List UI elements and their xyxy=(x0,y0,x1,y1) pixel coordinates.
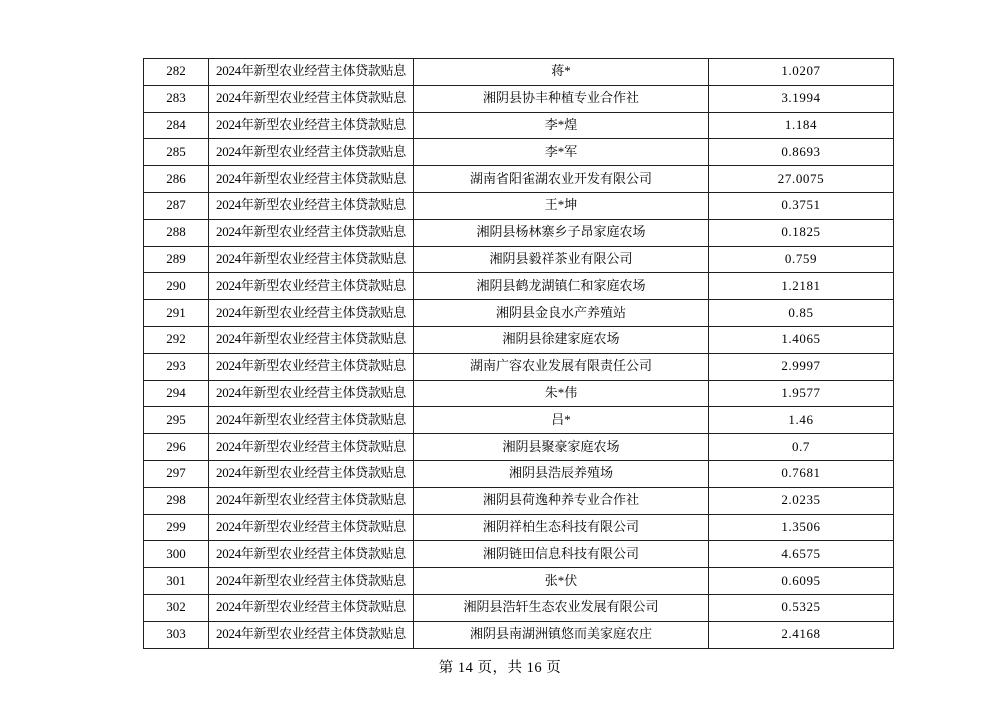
row-name: 张*伏 xyxy=(414,568,709,595)
row-name: 朱*伟 xyxy=(414,380,709,407)
table-row xyxy=(144,434,894,461)
table-row xyxy=(144,246,894,273)
row-type: 2024年新型农业经营主体贷款贴息 xyxy=(209,407,414,434)
row-amount: 1.0207 xyxy=(709,59,894,86)
row-index: 298 xyxy=(144,487,209,514)
row-type: 2024年新型农业经营主体贷款贴息 xyxy=(209,621,414,648)
row-index: 292 xyxy=(144,326,209,353)
row-amount: 0.6095 xyxy=(709,568,894,595)
footer-current-page: 14 xyxy=(457,660,474,676)
row-name: 湘阴县浩轩生态农业发展有限公司 xyxy=(414,594,709,621)
table-row xyxy=(144,166,894,193)
row-amount: 1.2181 xyxy=(709,273,894,300)
row-type: 2024年新型农业经营主体贷款贴息 xyxy=(209,326,414,353)
row-type: 2024年新型农业经营主体贷款贴息 xyxy=(209,541,414,568)
row-amount: 0.85 xyxy=(709,300,894,327)
row-type: 2024年新型农业经营主体贷款贴息 xyxy=(209,85,414,112)
table-row xyxy=(144,59,894,86)
row-name: 湘阴县聚豪家庭农场 xyxy=(414,434,709,461)
table-row xyxy=(144,568,894,595)
table-row xyxy=(144,112,894,139)
row-index: 287 xyxy=(144,192,209,219)
row-name: 湘阴县徐建家庭农场 xyxy=(414,326,709,353)
table-body xyxy=(144,59,894,649)
table-row xyxy=(144,460,894,487)
row-index: 293 xyxy=(144,353,209,380)
row-index: 299 xyxy=(144,514,209,541)
row-name: 湘阴链田信息科技有限公司 xyxy=(414,541,709,568)
row-index: 290 xyxy=(144,273,209,300)
row-name: 李*煌 xyxy=(414,112,709,139)
row-type: 2024年新型农业经营主体贷款贴息 xyxy=(209,192,414,219)
table-row xyxy=(144,353,894,380)
footer-prefix: 第 xyxy=(438,660,454,676)
row-amount: 0.3751 xyxy=(709,192,894,219)
table-row xyxy=(144,380,894,407)
row-type: 2024年新型农业经营主体贷款贴息 xyxy=(209,568,414,595)
row-index: 302 xyxy=(144,594,209,621)
table-row xyxy=(144,326,894,353)
row-index: 286 xyxy=(144,166,209,193)
row-name: 湘阴县鹤龙湖镇仁和家庭农场 xyxy=(414,273,709,300)
row-name: 蒋* xyxy=(414,59,709,86)
footer-middle: 页，共 xyxy=(477,660,523,676)
row-name: 吕* xyxy=(414,407,709,434)
row-index: 285 xyxy=(144,139,209,166)
row-amount: 0.7 xyxy=(709,434,894,461)
row-amount: 4.6575 xyxy=(709,541,894,568)
row-name: 湘阴县毅祥茶业有限公司 xyxy=(414,246,709,273)
row-type: 2024年新型农业经营主体贷款贴息 xyxy=(209,353,414,380)
table-row xyxy=(144,300,894,327)
row-amount: 1.184 xyxy=(709,112,894,139)
row-name: 湘阴县荷逸种养专业合作社 xyxy=(414,487,709,514)
row-amount: 0.5325 xyxy=(709,594,894,621)
row-type: 2024年新型农业经营主体贷款贴息 xyxy=(209,246,414,273)
table-row xyxy=(144,192,894,219)
table-row xyxy=(144,273,894,300)
row-index: 296 xyxy=(144,434,209,461)
row-type: 2024年新型农业经营主体贷款贴息 xyxy=(209,594,414,621)
row-index: 283 xyxy=(144,85,209,112)
row-amount: 2.9997 xyxy=(709,353,894,380)
row-amount: 1.9577 xyxy=(709,380,894,407)
row-amount: 3.1994 xyxy=(709,85,894,112)
table-row xyxy=(144,487,894,514)
row-type: 2024年新型农业经营主体贷款贴息 xyxy=(209,139,414,166)
row-index: 301 xyxy=(144,568,209,595)
row-name: 湘阴县浩辰养殖场 xyxy=(414,460,709,487)
row-amount: 0.1825 xyxy=(709,219,894,246)
row-name: 李*军 xyxy=(414,139,709,166)
row-type: 2024年新型农业经营主体贷款贴息 xyxy=(209,460,414,487)
row-type: 2024年新型农业经营主体贷款贴息 xyxy=(209,380,414,407)
row-index: 300 xyxy=(144,541,209,568)
row-name: 湖南省阳雀湖农业开发有限公司 xyxy=(414,166,709,193)
row-type: 2024年新型农业经营主体贷款贴息 xyxy=(209,219,414,246)
row-amount: 1.4065 xyxy=(709,326,894,353)
row-type: 2024年新型农业经营主体贷款贴息 xyxy=(209,273,414,300)
table-row xyxy=(144,407,894,434)
row-name: 湘阴县协丰种植专业合作社 xyxy=(414,85,709,112)
row-index: 289 xyxy=(144,246,209,273)
table-row xyxy=(144,85,894,112)
row-index: 295 xyxy=(144,407,209,434)
row-type: 2024年新型农业经营主体贷款贴息 xyxy=(209,166,414,193)
row-name: 湘阴县南湖洲镇悠而美家庭农庄 xyxy=(414,621,709,648)
row-name: 湘阴祥柏生态科技有限公司 xyxy=(414,514,709,541)
row-type: 2024年新型农业经营主体贷款贴息 xyxy=(209,112,414,139)
row-type: 2024年新型农业经营主体贷款贴息 xyxy=(209,300,414,327)
row-amount: 0.759 xyxy=(709,246,894,273)
row-name: 王*坤 xyxy=(414,192,709,219)
row-type: 2024年新型农业经营主体贷款贴息 xyxy=(209,487,414,514)
footer-total-pages: 16 xyxy=(526,660,543,676)
table-row xyxy=(144,139,894,166)
row-index: 282 xyxy=(144,59,209,86)
row-type: 2024年新型农业经营主体贷款贴息 xyxy=(209,59,414,86)
row-type: 2024年新型农业经营主体贷款贴息 xyxy=(209,434,414,461)
subsidy-table xyxy=(143,58,894,649)
table-row xyxy=(144,514,894,541)
row-index: 294 xyxy=(144,380,209,407)
footer-suffix: 页 xyxy=(546,660,562,676)
row-index: 291 xyxy=(144,300,209,327)
table-row xyxy=(144,594,894,621)
row-index: 284 xyxy=(144,112,209,139)
table-row xyxy=(144,219,894,246)
row-amount: 2.0235 xyxy=(709,487,894,514)
row-amount: 0.7681 xyxy=(709,460,894,487)
row-index: 303 xyxy=(144,621,209,648)
row-name: 湘阴县金良水产养殖站 xyxy=(414,300,709,327)
row-amount: 27.0075 xyxy=(709,166,894,193)
table-row xyxy=(144,621,894,648)
row-name: 湘阴县杨林寨乡子昂家庭农场 xyxy=(414,219,709,246)
row-index: 288 xyxy=(144,219,209,246)
row-amount: 0.8693 xyxy=(709,139,894,166)
row-amount: 1.3506 xyxy=(709,514,894,541)
row-amount: 2.4168 xyxy=(709,621,894,648)
page-footer xyxy=(0,656,1000,677)
row-amount: 1.46 xyxy=(709,407,894,434)
row-name: 湖南广容农业发展有限责任公司 xyxy=(414,353,709,380)
table-row xyxy=(144,541,894,568)
row-index: 297 xyxy=(144,460,209,487)
row-type: 2024年新型农业经营主体贷款贴息 xyxy=(209,514,414,541)
